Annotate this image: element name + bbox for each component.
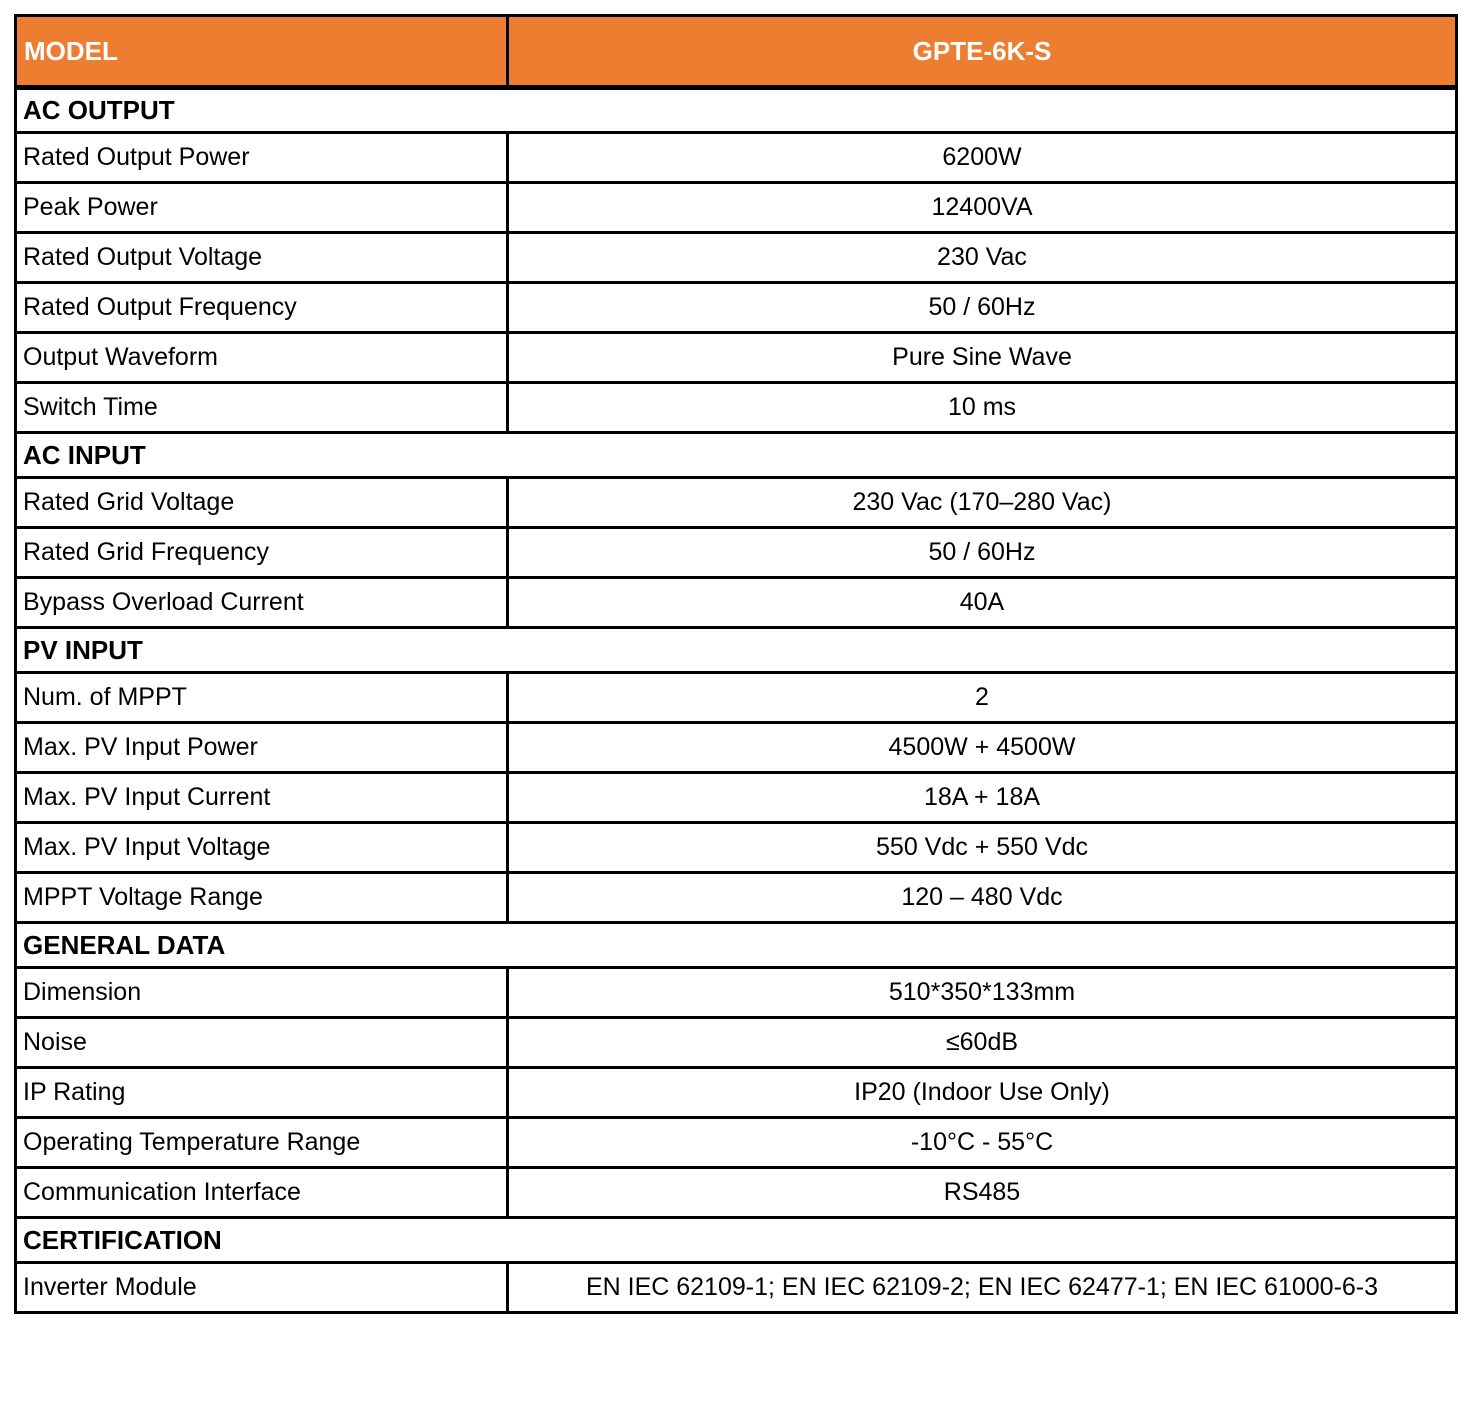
row-label: Operating Temperature Range bbox=[16, 1118, 508, 1168]
row-value: 6200W bbox=[508, 133, 1457, 183]
row-label: Bypass Overload Current bbox=[16, 578, 508, 628]
row-value: 230 Vac bbox=[508, 233, 1457, 283]
section-header-ac-output bbox=[16, 88, 1457, 133]
row-rated-grid-frequency bbox=[16, 528, 1457, 578]
row-label: Rated Output Voltage bbox=[16, 233, 508, 283]
row-label: Noise bbox=[16, 1018, 508, 1068]
row-noise bbox=[16, 1018, 1457, 1068]
row-rated-output-power bbox=[16, 133, 1457, 183]
row-label: Rated Output Power bbox=[16, 133, 508, 183]
row-label: Rated Output Frequency bbox=[16, 283, 508, 333]
row-label: Max. PV Input Power bbox=[16, 723, 508, 773]
row-label: Dimension bbox=[16, 968, 508, 1018]
row-value: EN IEC 62109-1; EN IEC 62109-2; EN IEC 62477-1; EN IEC 61000-6-3 bbox=[508, 1263, 1457, 1313]
section-title: AC OUTPUT bbox=[16, 88, 1457, 133]
row-value: 230 Vac (170–280 Vac) bbox=[508, 478, 1457, 528]
row-value: 40A bbox=[508, 578, 1457, 628]
section-title: PV INPUT bbox=[16, 628, 1457, 673]
row-value: 50 / 60Hz bbox=[508, 528, 1457, 578]
row-value: 18A + 18A bbox=[508, 773, 1457, 823]
row-peak-power bbox=[16, 183, 1457, 233]
section-header-certification bbox=[16, 1218, 1457, 1263]
row-inverter-module bbox=[16, 1263, 1457, 1313]
section-header-ac-input bbox=[16, 433, 1457, 478]
row-value: -10°C - 55°C bbox=[508, 1118, 1457, 1168]
row-label: Rated Grid Voltage bbox=[16, 478, 508, 528]
row-mppt-voltage-range bbox=[16, 873, 1457, 923]
model-value: GPTE-6K-S bbox=[508, 16, 1457, 88]
row-value: 510*350*133mm bbox=[508, 968, 1457, 1018]
section-title: CERTIFICATION bbox=[16, 1218, 1457, 1263]
row-value: 550 Vdc + 550 Vdc bbox=[508, 823, 1457, 873]
row-value: 12400VA bbox=[508, 183, 1457, 233]
row-label: Switch Time bbox=[16, 383, 508, 433]
row-value: 2 bbox=[508, 673, 1457, 723]
row-operating-temperature-range bbox=[16, 1118, 1457, 1168]
row-value: 120 – 480 Vdc bbox=[508, 873, 1457, 923]
row-max-pv-input-current bbox=[16, 773, 1457, 823]
row-label: Max. PV Input Voltage bbox=[16, 823, 508, 873]
row-ip-rating bbox=[16, 1068, 1457, 1118]
section-header-general-data bbox=[16, 923, 1457, 968]
row-label: Rated Grid Frequency bbox=[16, 528, 508, 578]
row-value: 4500W + 4500W bbox=[508, 723, 1457, 773]
row-value: 10 ms bbox=[508, 383, 1457, 433]
row-label: MPPT Voltage Range bbox=[16, 873, 508, 923]
section-header-pv-input bbox=[16, 628, 1457, 673]
section-title: GENERAL DATA bbox=[16, 923, 1457, 968]
row-value: Pure Sine Wave bbox=[508, 333, 1457, 383]
row-max-pv-input-power bbox=[16, 723, 1457, 773]
row-label: Communication Interface bbox=[16, 1168, 508, 1218]
row-value: IP20 (Indoor Use Only) bbox=[508, 1068, 1457, 1118]
row-rated-output-voltage bbox=[16, 233, 1457, 283]
row-rated-output-frequency bbox=[16, 283, 1457, 333]
row-switch-time bbox=[16, 383, 1457, 433]
row-label: Num. of MPPT bbox=[16, 673, 508, 723]
row-value: ≤60dB bbox=[508, 1018, 1457, 1068]
row-label: IP Rating bbox=[16, 1068, 508, 1118]
row-label: Max. PV Input Current bbox=[16, 773, 508, 823]
row-communication-interface bbox=[16, 1168, 1457, 1218]
row-label: Inverter Module bbox=[16, 1263, 508, 1313]
row-value: RS485 bbox=[508, 1168, 1457, 1218]
row-num-of-mppt bbox=[16, 673, 1457, 723]
row-label: Peak Power bbox=[16, 183, 508, 233]
row-max-pv-input-voltage bbox=[16, 823, 1457, 873]
row-output-waveform bbox=[16, 333, 1457, 383]
row-value: 50 / 60Hz bbox=[508, 283, 1457, 333]
model-header-row bbox=[16, 16, 1457, 88]
row-label: Output Waveform bbox=[16, 333, 508, 383]
row-bypass-overload-current bbox=[16, 578, 1457, 628]
row-dimension bbox=[16, 968, 1457, 1018]
section-title: AC INPUT bbox=[16, 433, 1457, 478]
row-rated-grid-voltage bbox=[16, 478, 1457, 528]
spec-table bbox=[14, 14, 1458, 1314]
model-label: MODEL bbox=[16, 16, 508, 88]
